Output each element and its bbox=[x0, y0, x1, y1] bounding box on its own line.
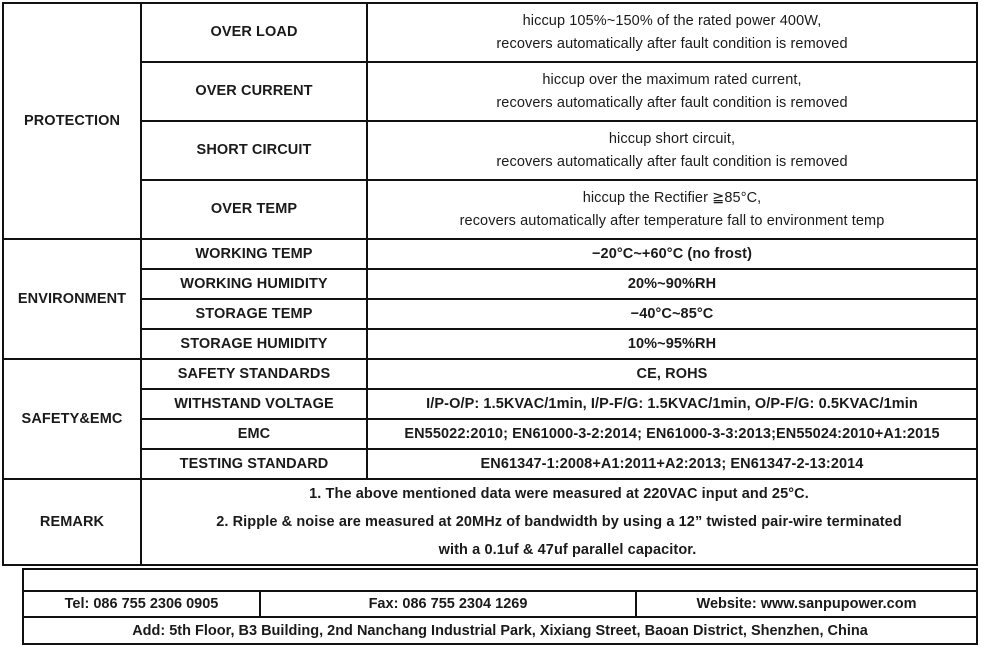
parameter-short-circuit: SHORT CIRCUIT bbox=[141, 121, 367, 180]
value-withstand-voltage: I/P-O/P: 1.5KVAC/1min, I/P-F/G: 1.5KVAC/1min, O/P-F/G: 0.5KVAC/1min bbox=[367, 389, 977, 419]
category-environment: ENVIRONMENT bbox=[3, 239, 141, 359]
remark-line: 2. Ripple & noise are measured at 20MHz of bandwidth by using a 12” twisted pair-wire terminated bbox=[216, 514, 902, 531]
parameter-safety-standards: SAFETY STANDARDS bbox=[141, 359, 367, 389]
value-emc-standard-line-2: EN61347-1:2008+A1:2011+A2:2013; EN61347-2-13:2014 bbox=[367, 449, 977, 479]
parameter-over-temp: OVER TEMP bbox=[141, 180, 367, 239]
parameter-storage-temp: STORAGE TEMP bbox=[141, 299, 367, 329]
value-line: recovers automatically after fault condition is removed bbox=[496, 35, 848, 52]
footer-telephone: Tel: 086 755 2306 0905 bbox=[23, 591, 260, 617]
value-line: recovers automatically after temperature fall to environment temp bbox=[459, 212, 885, 229]
category-protection: PROTECTION bbox=[3, 3, 141, 239]
value-line: recovers automatically after fault condition is removed bbox=[496, 153, 848, 170]
parameter-withstand-voltage: WITHSTAND VOLTAGE bbox=[141, 389, 367, 419]
value-over-current bbox=[367, 62, 977, 121]
specification-table bbox=[2, 2, 978, 566]
table-row bbox=[3, 62, 977, 121]
table-row bbox=[3, 329, 977, 359]
table-row bbox=[3, 389, 977, 419]
footer-spacer-cell bbox=[23, 569, 977, 591]
footer-contact-table bbox=[22, 568, 978, 645]
value-storage-temp: −40°C~85°C bbox=[367, 299, 977, 329]
value-short-circuit bbox=[367, 121, 977, 180]
footer-address: Add: 5th Floor, B3 Building, 2nd Nanchang Industrial Park, Xixiang Street, Baoan District, Shenzhen, China bbox=[23, 617, 977, 644]
table-row bbox=[3, 359, 977, 389]
category-safety-emc: SAFETY&EMC bbox=[3, 359, 141, 479]
value-working-temp: −20°C~+60°C (no frost) bbox=[367, 239, 977, 269]
table-row bbox=[3, 121, 977, 180]
value-over-load bbox=[367, 3, 977, 62]
value-line: recovers automatically after fault condition is removed bbox=[496, 94, 848, 111]
value-storage-humidity: 10%~95%RH bbox=[367, 329, 977, 359]
value-over-temp bbox=[367, 180, 977, 239]
value-line: hiccup 105%~150% of the rated power 400W, bbox=[522, 13, 822, 30]
value-working-humidity: 20%~90%RH bbox=[367, 269, 977, 299]
footer-contact-row bbox=[23, 591, 977, 617]
value-line: hiccup short circuit, bbox=[608, 131, 736, 148]
value-line: hiccup the Rectifier ≧85°C, bbox=[582, 190, 762, 207]
footer-website[interactable]: Website: www.sanpupower.com bbox=[636, 591, 977, 617]
remark-content bbox=[141, 479, 977, 565]
table-row bbox=[3, 3, 977, 62]
remark-line: 1. The above mentioned data were measured at 220VAC input and 25°C. bbox=[309, 486, 809, 502]
parameter-over-load: OVER LOAD bbox=[141, 3, 367, 62]
parameter-storage-humidity: STORAGE HUMIDITY bbox=[141, 329, 367, 359]
parameter-working-temp: WORKING TEMP bbox=[141, 239, 367, 269]
category-remark: REMARK bbox=[3, 479, 141, 565]
table-row bbox=[3, 449, 977, 479]
table-row bbox=[3, 479, 977, 565]
remark-line: with a 0.1uf & 47uf parallel capacitor. bbox=[438, 542, 697, 559]
table-row bbox=[3, 269, 977, 299]
value-line: hiccup over the maximum rated current, bbox=[542, 72, 802, 89]
table-row bbox=[3, 419, 977, 449]
parameter-emc-label-line-2: TESTING STANDARD bbox=[141, 449, 367, 479]
parameter-over-current: OVER CURRENT bbox=[141, 62, 367, 121]
footer-address-row bbox=[23, 617, 977, 644]
parameter-working-humidity: WORKING HUMIDITY bbox=[141, 269, 367, 299]
value-emc-standard-line-1: EN55022:2010; EN61000-3-2:2014; EN61000-3-3:2013;EN55024:2010+A1:2015 bbox=[367, 419, 977, 449]
value-safety-standards: CE, ROHS bbox=[367, 359, 977, 389]
table-row bbox=[3, 180, 977, 239]
footer-fax: Fax: 086 755 2304 1269 bbox=[260, 591, 636, 617]
table-row bbox=[3, 239, 977, 269]
parameter-emc-label-line-1: EMC bbox=[141, 419, 367, 449]
table-row bbox=[3, 299, 977, 329]
footer-spacer-row bbox=[23, 569, 977, 591]
